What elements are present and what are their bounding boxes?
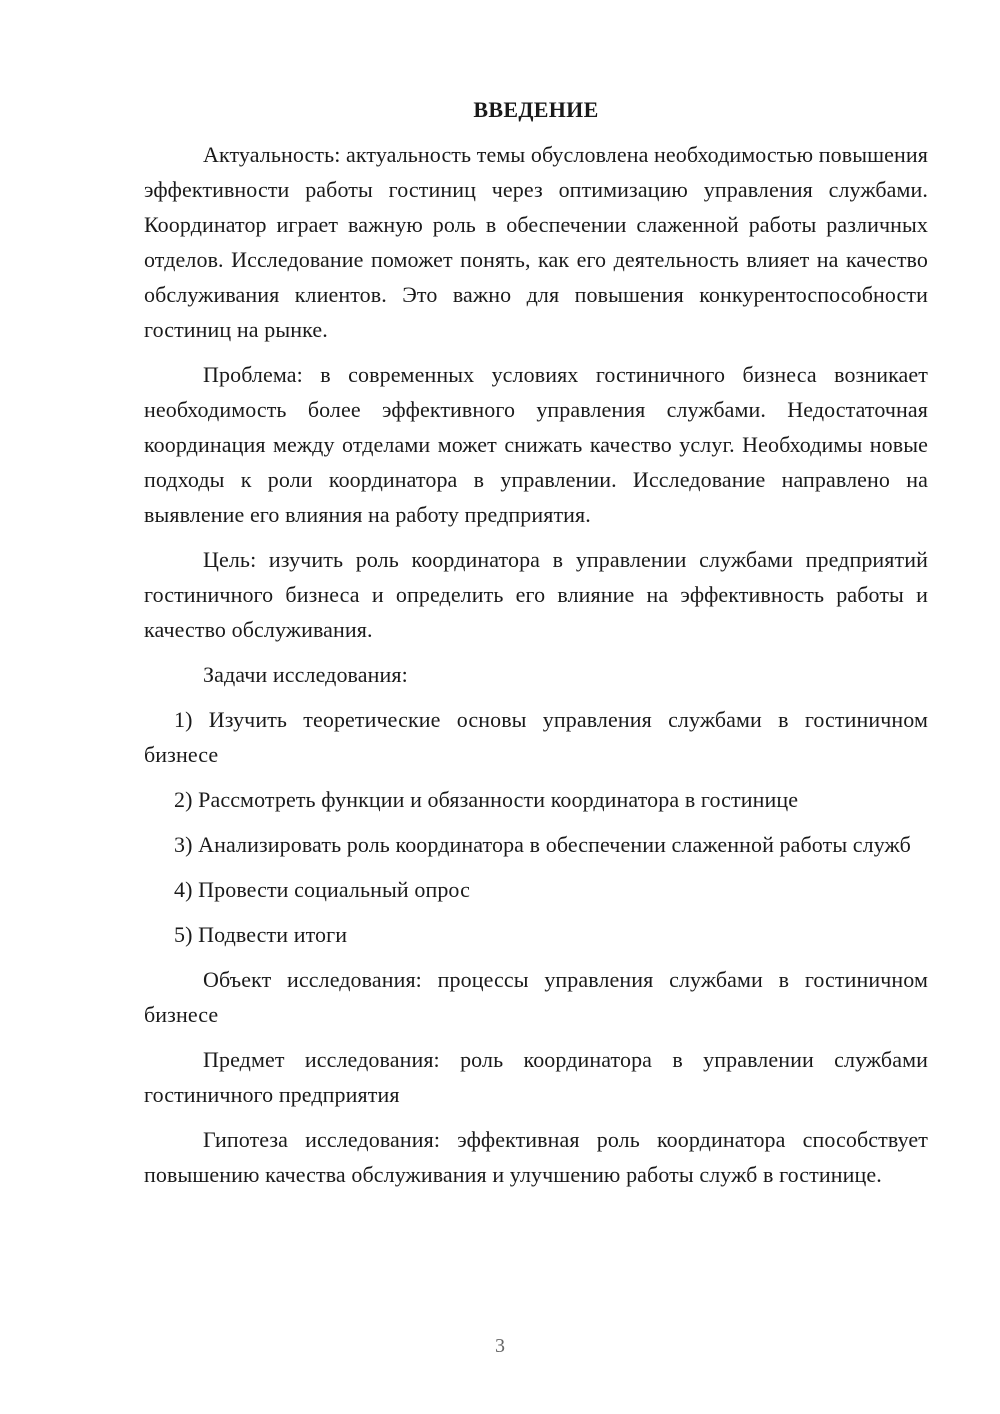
- task-item-4: 4) Провести социальный опрос: [174, 877, 470, 902]
- paragraph-problem: Проблема: в современных условиях гостиничного бизнеса возникает необходимость более эффективного управления службами. Недостаточная координация между отделами может снижать качество услуг. Необходимы новые подходы к роли координатора в управлении. Исследование направлено на выявление его влияния на работу предприятия.: [144, 362, 928, 527]
- section-title: ВВЕДЕНИЕ: [473, 97, 599, 122]
- tasks-heading: Задачи исследования:: [203, 662, 408, 687]
- paragraph-goal: Цель: изучить роль координатора в управлении службами предприятий гостиничного бизнеса и определить его влияние на эффективность работы и качество обслуживания.: [144, 547, 928, 642]
- paragraph-object: Объект исследования: процессы управления службами в гостиничном бизнесе: [144, 967, 928, 1027]
- page-number: 3: [495, 1335, 505, 1357]
- task-item-1: 1) Изучить теоретические основы управления службами в гостиничном бизнесе: [144, 707, 928, 767]
- task-item-5: 5) Подвести итоги: [174, 922, 348, 947]
- paragraph-hypothesis: Гипотеза исследования: эффективная роль координатора способствует повышению качества обслуживания и улучшению работы служб в гостинице.: [144, 1127, 928, 1187]
- paragraph-subject: Предмет исследования: роль координатора в управлении службами гостиничного предприятия: [144, 1047, 928, 1107]
- task-item-2: 2) Рассмотреть функции и обязанности координатора в гостинице: [174, 787, 799, 812]
- page-content: [144, 92, 928, 1202]
- paragraph-relevance: Актуальность: актуальность темы обусловлена необходимостью повышения эффективности работы гостиниц через оптимизацию управления службами. Координатор играет важную роль в обеспечении слаженной работы различных отделов. Исследование поможет понять, как его деятельность влияет на качество обслуживания клиентов. Это важно для повышения конкурентоспособности гостиниц на рынке.: [144, 142, 928, 342]
- task-item-3: 3) Анализировать роль координатора в обеспечении слаженной работы служб: [174, 832, 911, 857]
